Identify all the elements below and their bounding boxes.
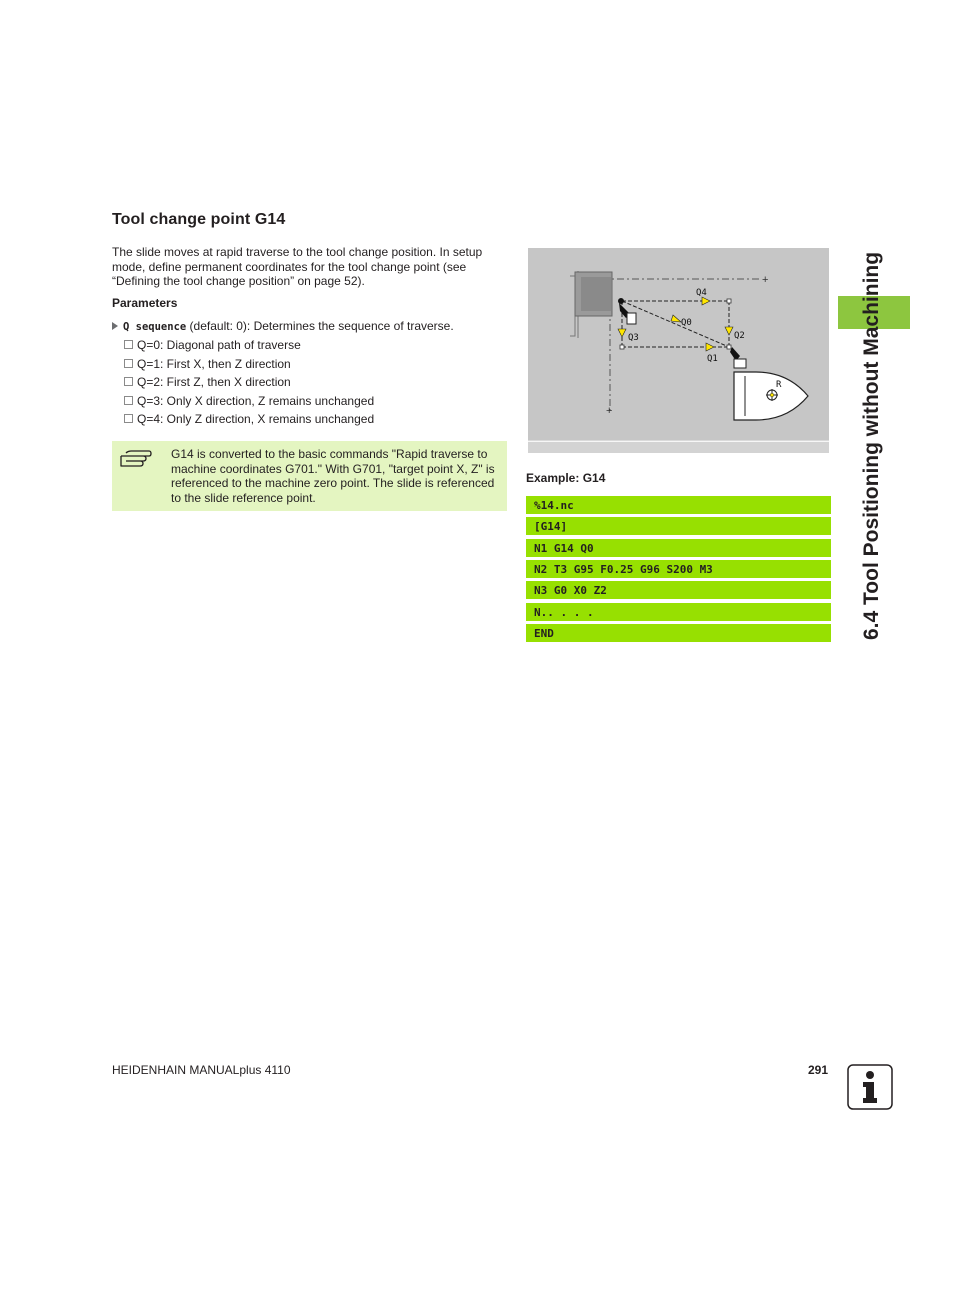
label-q1: Q1 [707, 354, 718, 364]
code-line: N.. . . . [526, 603, 831, 621]
bullet-square-icon [124, 396, 133, 405]
option-item: Q=1: First X, then Z direction [124, 357, 291, 371]
bullet-square-icon [124, 414, 133, 423]
label-r: R [776, 380, 782, 390]
parameter-name: Q sequence [123, 321, 187, 333]
footer-manual-name: HEIDENHAIN MANUALplus 4110 [112, 1063, 291, 1077]
intro-paragraph: The slide moves at rapid traverse to the tool change position. In setup mode, define permanent coordinates for the tool change point (see “Defining the tool change position” on page 52). [112, 245, 483, 288]
bullet-square-icon [124, 340, 133, 349]
label-q4: Q4 [696, 288, 707, 298]
example-label: Example: G14 [526, 471, 606, 485]
label-q0: Q0 [681, 318, 692, 328]
parameter-description: (default: 0): Determines the sequence of traverse. [186, 319, 454, 333]
parameters-heading: Parameters [112, 296, 178, 310]
label-q3: Q3 [628, 333, 639, 343]
code-line: N3 G0 X0 Z2 [526, 581, 831, 599]
option-item: Q=0: Diagonal path of traverse [124, 338, 301, 352]
code-line: N1 G14 Q0 [526, 539, 831, 557]
bullet-square-icon [124, 377, 133, 386]
bullet-triangle-icon [112, 322, 118, 330]
parameter-q-sequence [112, 319, 454, 333]
svg-text:+: + [762, 274, 769, 286]
code-line: %14.nc [526, 496, 831, 514]
option-item: Q=2: First Z, then X direction [124, 375, 291, 389]
option-item: Q=4: Only Z direction, X remains unchanged [124, 412, 374, 426]
code-line: N2 T3 G95 F0.25 G96 S200 M3 [526, 560, 831, 578]
code-line: [G14] [526, 517, 831, 535]
bullet-square-icon [124, 359, 133, 368]
tool-change-diagram [526, 246, 831, 455]
page-number: 291 [808, 1063, 829, 1077]
chapter-title: 6.4 Tool Positioning without Machining [860, 251, 883, 640]
svg-text:+: + [606, 405, 613, 417]
note-text: G14 is converted to the basic commands "Rapid traverse to machine coordinates G701." With G701, "target point X, Z" is referenced to the machine zero point. The slide is referenced to the slide reference point. [171, 447, 495, 505]
option-item: Q=3: Only X direction, Z remains unchanged [124, 394, 374, 408]
section-title: Tool change point G14 [112, 211, 286, 228]
code-line: END [526, 624, 831, 642]
pointing-hand-icon [120, 450, 152, 475]
info-icon[interactable] [847, 1064, 893, 1115]
label-q2: Q2 [734, 331, 745, 341]
